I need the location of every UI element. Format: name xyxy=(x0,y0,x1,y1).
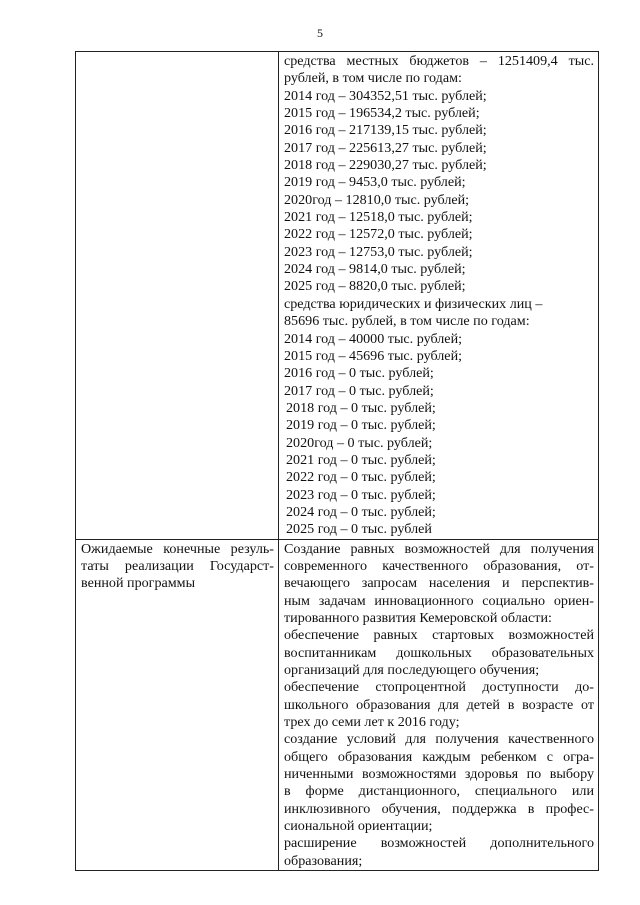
row2-label-cell xyxy=(76,539,279,871)
result-line: современного качественного образования, от- xyxy=(284,557,594,574)
result-line: в форме дистанционного, специального или xyxy=(284,783,594,800)
result-line: образования; xyxy=(284,852,363,869)
funding-line: 2020год – 0 тыс. рублей; xyxy=(286,434,433,451)
funding-line: 2022 год – 0 тыс. рублей; xyxy=(286,469,436,486)
funding-line: средства юридических и физических лиц – xyxy=(284,295,543,312)
funding-line: 2018 год – 229030,27 тыс. рублей; xyxy=(284,157,487,174)
table-row xyxy=(76,539,599,871)
row2-results-cell xyxy=(279,539,599,871)
result-line: инклюзивного обучения, поддержка в профес- xyxy=(284,800,594,817)
program-table xyxy=(75,51,599,871)
result-line: обеспечение равных стартовых возможностей xyxy=(284,627,594,644)
funding-line: средства местных бюджетов – 1251409,4 тыс. xyxy=(284,53,594,69)
funding-line: 2019 год – 0 тыс. рублей; xyxy=(286,417,436,434)
funding-line: 2014 год – 40000 тыс. рублей; xyxy=(284,330,463,347)
funding-line: 2020год – 12810,0 тыс. рублей; xyxy=(284,191,470,208)
result-line: сиональной ориентации; xyxy=(284,818,433,835)
result-line: школьного образования для детей в возрасте от xyxy=(284,696,594,713)
result-line: ниченными возможностями здоровья по выбору xyxy=(284,766,594,783)
funding-line: 2015 год – 45696 тыс. рублей; xyxy=(284,347,463,364)
funding-line: 2021 год – 0 тыс. рублей; xyxy=(286,451,436,468)
funding-line: 85696 тыс. рублей, в том числе по годам: xyxy=(284,313,530,330)
funding-line: 2025 год – 0 тыс. рублей xyxy=(286,521,432,538)
funding-line: 2014 год – 304352,51 тыс. рублей; xyxy=(284,87,487,104)
result-line: трех до семи лет к 2016 году; xyxy=(284,714,460,731)
funding-line: 2015 год – 196534,2 тыс. рублей; xyxy=(284,105,480,122)
funding-line: 2022 год – 12572,0 тыс. рублей; xyxy=(284,226,473,243)
result-line: общего образования каждым ребенком с огра- xyxy=(284,748,594,765)
result-line: расширение возможностей дополнительного xyxy=(284,835,594,852)
table-row xyxy=(76,52,599,540)
label-line: Ожидаемые конечные резуль- xyxy=(81,540,274,557)
funding-line: 2017 год – 225613,27 тыс. рублей; xyxy=(284,139,487,156)
result-line: обеспечение стопроцентной доступности до- xyxy=(284,679,594,696)
result-line: организаций для последующего обучения; xyxy=(284,662,540,679)
funding-line: 2018 год – 0 тыс. рублей; xyxy=(286,399,436,416)
funding-line: 2023 год – 0 тыс. рублей; xyxy=(286,486,436,503)
row1-label-cell xyxy=(76,52,279,540)
funding-line: 2017 год – 0 тыс. рублей; xyxy=(284,382,434,399)
row1-funding-cell xyxy=(279,52,599,540)
funding-line: 2023 год – 12753,0 тыс. рублей; xyxy=(284,243,473,260)
funding-line: 2021 год – 12518,0 тыс. рублей; xyxy=(284,209,473,226)
result-line: создание условий для получения качественного xyxy=(284,731,594,748)
page-number: 5 xyxy=(317,26,323,40)
result-line: вечающего запросам населения и перспектив- xyxy=(284,575,594,592)
funding-line: 2024 год – 9814,0 тыс. рублей; xyxy=(284,261,466,278)
funding-line: 2016 год – 217139,15 тыс. рублей; xyxy=(284,122,487,139)
funding-line: рублей, в том числе по годам: xyxy=(284,70,462,87)
funding-line: 2024 год – 0 тыс. рублей; xyxy=(286,503,436,520)
label-line: таты реализации Государст- xyxy=(81,557,274,574)
funding-line: 2025 год – 8820,0 тыс. рублей; xyxy=(284,278,466,295)
result-line: ным задачам инновационного социально ориен- xyxy=(284,592,594,609)
label-line: венной программы xyxy=(81,575,196,592)
result-line: Создание равных возможностей для получения xyxy=(284,540,594,557)
funding-line: 2016 год – 0 тыс. рублей; xyxy=(284,365,434,382)
result-line: воспитанникам дошкольных образовательных xyxy=(284,644,594,661)
result-line: тированного развития Кемеровской области: xyxy=(284,610,552,626)
funding-line: 2019 год – 9453,0 тыс. рублей; xyxy=(284,174,466,191)
